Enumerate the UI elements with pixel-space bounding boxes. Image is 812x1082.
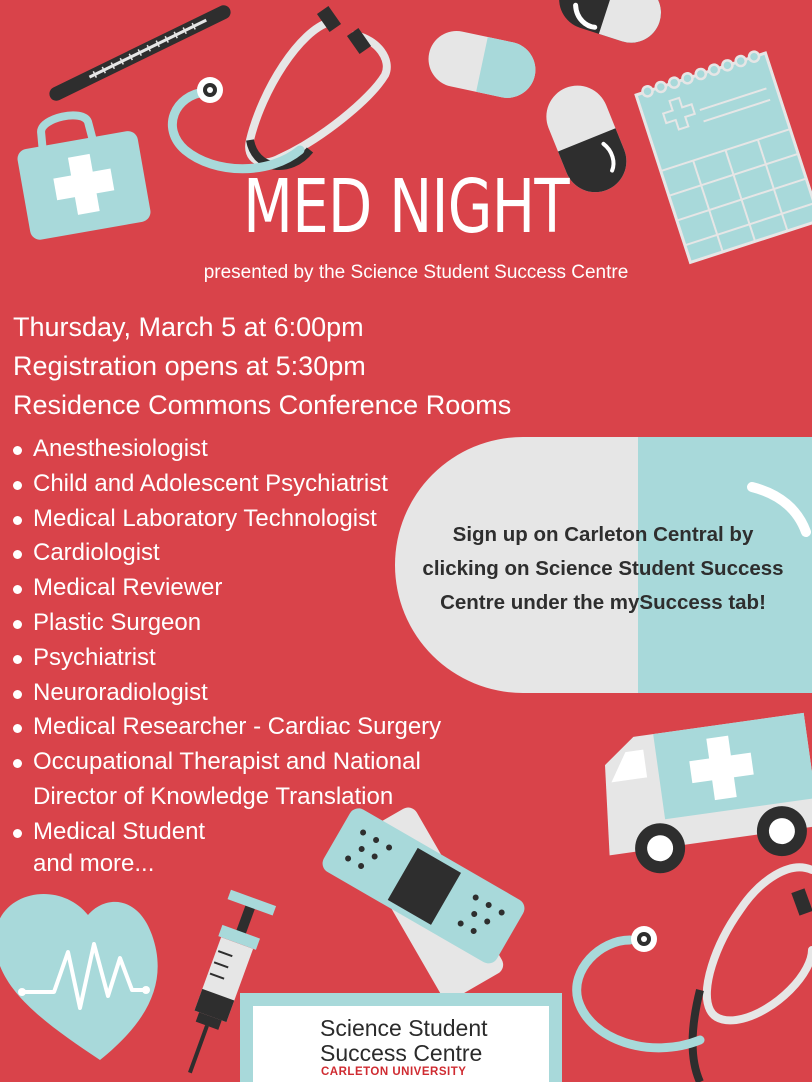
stethoscope-icon [577, 867, 812, 1082]
logo-text: Science Student [320, 1015, 488, 1041]
stethoscope-icon [172, 6, 386, 169]
heart-icon [0, 894, 158, 1060]
more-text: and more... [33, 850, 155, 877]
logo-text: Success Centre [320, 1040, 483, 1066]
signup-instructions [403, 518, 803, 620]
list-item: Medical Student [10, 815, 441, 850]
list-item: Medical Reviewer [10, 571, 441, 606]
list-item: Occupational Therapist and National [10, 745, 441, 780]
event-title: MED NIGHT [243, 164, 569, 250]
list-item: Neuroradiologist [10, 676, 441, 711]
list-item: Cardiologist [10, 536, 441, 571]
signup-line: Centre under the mySuccess tab! [440, 591, 766, 614]
list-item: Child and Adolescent Psychiatrist [10, 467, 441, 502]
list-item: Medical Laboratory Technologist [10, 502, 441, 537]
event-location: Residence Commons Conference Rooms [13, 390, 512, 420]
event-details [13, 308, 511, 425]
list-item: Psychiatrist [10, 641, 441, 676]
signup-line: clicking on Science Student Success [422, 557, 784, 580]
event-subtitle: presented by the Science Student Success Centre [203, 262, 629, 283]
list-item-continuation: Director of Knowledge Translation [33, 782, 394, 810]
careers-list [10, 432, 441, 850]
signup-line: Sign up on Carleton Central by [452, 523, 754, 546]
event-registration: Registration opens at 5:30pm [13, 351, 366, 381]
list-item: Anesthesiologist [10, 432, 441, 467]
list-item: Plastic Surgeon [10, 606, 441, 641]
logo-university: CARLETON UNIVERSITY [321, 1066, 467, 1078]
ambulance-icon [594, 713, 812, 880]
list-item: Medical Researcher - Cardiac Surgery [10, 710, 441, 745]
event-date-time: Thursday, March 5 at 6:00pm [13, 312, 364, 342]
